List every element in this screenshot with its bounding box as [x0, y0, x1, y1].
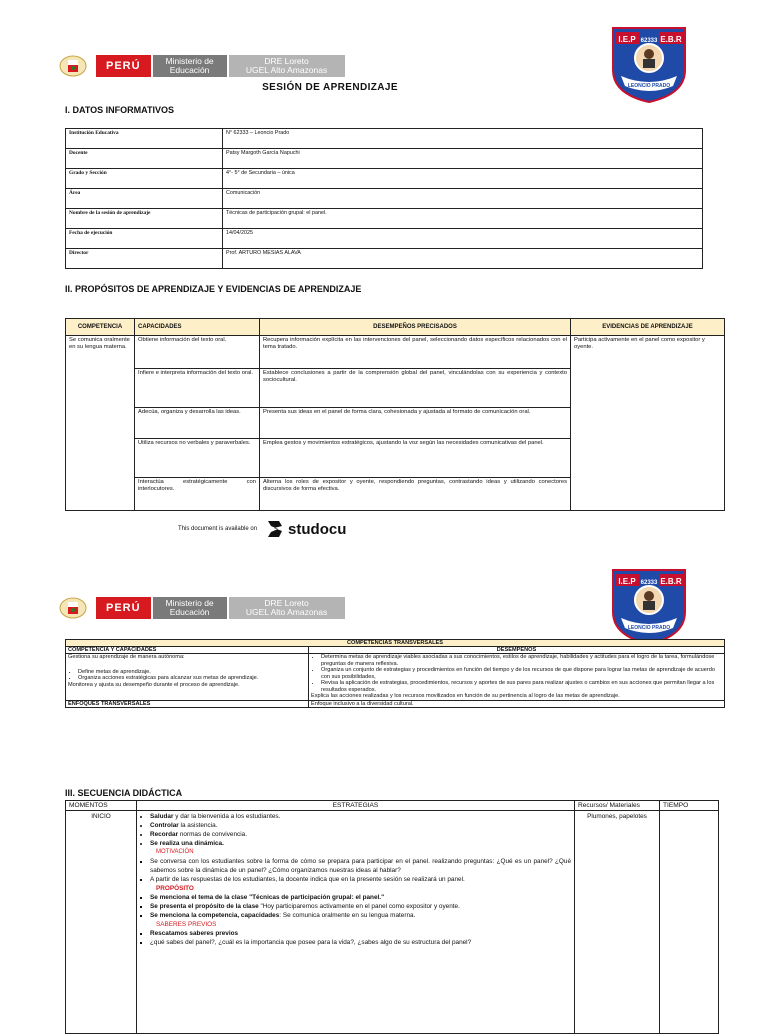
purpose-capacidad: Obtiene información del texto oral.: [135, 336, 260, 369]
purpose-capacidad: Adecúa, organiza y desarrolla las ideas.: [135, 408, 260, 439]
peru-label: PERÚ: [96, 55, 151, 77]
purpose-row: [66, 336, 725, 369]
sequence-table: [65, 800, 719, 1034]
enfoque-value: Enfoque inclusivo a la diversidad cultural.: [309, 700, 725, 708]
badge-top-text: I.E.P: [618, 577, 636, 586]
purpose-desempeno: Establece conclusiones a partir de la comprensión global del panel, vinculándolas con su experiencia y contexto sociocultural.: [260, 369, 571, 408]
minedu-label: [153, 597, 227, 619]
transversal-competencia-cell: [66, 654, 309, 701]
seq-strategies-cell: [137, 811, 575, 1034]
seq-controlar-text: la asistencia.: [178, 822, 218, 829]
purpose-header-capacidades: CAPACIDADES: [135, 319, 260, 336]
transversal-desempeno-4: Explica las acciones realizadas y los recursos movilizados en función de su pertinencia al logro de las metas de aprendizaje.: [311, 693, 620, 699]
dre-label: [229, 597, 345, 619]
purpose-competencia: Se comunica oralmente en su lengua materna.: [66, 336, 135, 511]
seq-proposito-3-bold: Se menciona la competencia, capacidades: [150, 912, 280, 919]
section-secuencia: III. SECUENCIA DIDÁCTICA: [65, 788, 183, 798]
transversal-cap-3: Monitorea y ajusta su desempeño durante el proceso de aprendizaje.: [68, 681, 240, 688]
seq-motivacion-2: ▪ A partir de las respuestas de los estudiantes, la docente indica que en la presente sesión se realizará un panel.: [150, 875, 571, 884]
transversal-desempeno-3: • Revisa la aplicación de estrategias, procedimientos, recursos y aportes de sus pares para realizar ajustes o cambios en sus acciones que permitan llegar a los resultados esperados.: [321, 680, 722, 693]
purpose-header-competencia: COMPETENCIA: [66, 319, 135, 336]
purpose-capacidad: Infiere e interpreta información del texto oral.: [135, 369, 260, 408]
seq-controlar-bold: Controlar: [150, 822, 179, 829]
transversal-header-desempenos: DESEMPEÑOS: [309, 647, 725, 654]
transversal-competencia: Gestiona su aprendizaje de manera autónoma:: [68, 654, 185, 660]
badge-right-text: E.B.R: [660, 577, 682, 586]
transversal-title: COMPETENCIAS TRANSVERSALES: [66, 640, 725, 647]
dre-line2: UGEL Alto Amazonas: [245, 65, 328, 75]
info-label: Director: [66, 249, 223, 269]
section-propositos: II. PROPÓSITOS DE APRENDIZAJE Y EVIDENCIAS DE APRENDIZAJE: [65, 284, 362, 294]
seq-recordar-text: normas de convivencia.: [178, 831, 247, 838]
purpose-desempeno: Recupera información explícita en las intervenciones del panel, seleccionando datos específicos relacionados con el tema tratado.: [260, 336, 571, 369]
purpose-desempeno: Presenta sus ideas en el panel de forma clara, cohesionada y ajustada al formato de comunicación oral.: [260, 408, 571, 439]
seq-saberes-2: ▪ ¿qué sabes del panel?, ¿cuál es la importancia que posee para la vida?, ¿sabes algo de su estructura del panel?: [150, 938, 571, 947]
dre-line1: DRE Loreto: [264, 598, 309, 608]
info-label: Grado y Sección: [66, 169, 223, 189]
badge-bottom-text: LEONCIO PRADO: [627, 625, 671, 631]
transversal-desempeno-2: • Organiza un conjunto de estrategias y procedimientos en función del tiempo y de los recursos de que dispone para lograr las metas de aprendizaje de acuerdo con sus posibilidades,: [321, 667, 722, 680]
info-value: Prof. ARTURO MESIAS ALAVA: [223, 249, 703, 269]
transversal-header-competencia: COMPETENCIA Y CAPACIDADES: [66, 647, 309, 654]
info-label: Docente: [66, 149, 223, 169]
purpose-evidencia: Participa activamente en el panel como expositor y oyente.: [571, 336, 725, 511]
minedu-line1: Ministerio de: [165, 56, 214, 66]
peru-shield-icon: [56, 54, 90, 78]
peru-shield-icon: [56, 596, 90, 620]
seq-saberes-1: ▪ Rescatamos saberes previos: [150, 929, 571, 938]
seq-recordar-bold: Recordar: [150, 831, 179, 838]
purpose-capacidad: Interactúa estratégicamente con interlocutores.: [135, 478, 260, 511]
seq-saberes-label: SABERES PREVIOS: [156, 921, 217, 928]
seq-saludar-text: y dar la bienvenida a los estudiantes.: [173, 813, 281, 820]
seq-header-recursos: Recursos/ Materiales: [575, 801, 660, 811]
purpose-table: [65, 318, 725, 511]
purpose-desempeno: Emplea gestos y movimientos estratégicos, ajustando la voz según las necesidades comunicativas del panel.: [260, 439, 571, 478]
seq-motivacion-1: ▪ Se conversa con los estudiantes sobre la forma de cómo se prepara para participar en el panel. realizando preguntas: ¿Qué es un panel? ¿Qué sabemos sobre la dinámica de un panel? ¿Cómo organizamos nuestras ideas al hablar?: [150, 857, 571, 875]
info-label: Fecha de ejecución: [66, 229, 223, 249]
minedu-line1: Ministerio de: [165, 598, 214, 608]
transversal-table: [65, 639, 725, 708]
header-logos-page2: [56, 596, 345, 620]
badge-mid-text: 62333: [640, 580, 658, 586]
info-row: [66, 169, 703, 189]
badge-right-text: E.B.R: [660, 35, 682, 44]
seq-motivacion-label: MOTIVACIÓN: [156, 849, 194, 855]
studocu-banner: [178, 518, 346, 540]
seq-header-estrategias: ESTRATEGIAS: [137, 801, 575, 811]
badge-bottom-text: LEONCIO PRADO: [627, 83, 671, 89]
dre-line1: DRE Loreto: [264, 56, 309, 66]
minedu-line2: Educación: [169, 65, 210, 75]
info-value: 4°- 5° de Secundaria – única: [223, 169, 703, 189]
info-label: Nombre de la sesión de aprendizaje: [66, 209, 223, 229]
purpose-header-evidencias: EVIDENCIAS DE APRENDIZAJE: [571, 319, 725, 336]
seq-header-tiempo: TIEMPO: [660, 801, 719, 811]
seq-proposito-1-bold: Se menciona el tema de la clase: [150, 894, 248, 901]
header-logos: [56, 54, 345, 78]
enfoque-label: ENFOQUES TRANSVERSALES: [66, 700, 309, 708]
studocu-label: This document is available on: [178, 526, 258, 532]
transversal-desempeno-1: • Determina metas de aprendizaje viables asociadas a sus conocimientos, estilos de aprendizaje, habilidades y actitudes para el logro de la tarea, formulándose preguntas de manera reflexiva.: [321, 654, 722, 667]
info-value: Técnicas de participación grupal: el panel.: [223, 209, 703, 229]
peru-label: PERÚ: [96, 597, 151, 619]
badge-top-text: I.E.P: [618, 35, 636, 44]
seq-proposito-2-bold: Se presenta el propósito de la clase: [150, 903, 259, 910]
seq-moment-inicio: INICIO: [66, 811, 137, 1034]
seq-proposito-2-text: "Hoy participaremos activamente en el panel como expositor y oyente.: [258, 903, 460, 910]
studocu-brand: studocu: [288, 520, 347, 538]
info-value: Patsy Margoth García Napuchi: [223, 149, 703, 169]
minedu-line2: Educación: [169, 607, 210, 617]
transversal-cap-2: • Organiza acciones estratégicas para alcanzar sus metas de aprendizaje.: [78, 675, 306, 682]
studocu-logo-icon: [265, 518, 285, 540]
info-row: [66, 229, 703, 249]
info-value: N° 62333 – Leoncio Prado: [223, 129, 703, 149]
seq-recursos: Plumones, papelotes: [575, 811, 660, 1034]
seq-proposito-label: PROPÓSITO: [156, 885, 194, 892]
info-label: Institución Educativa: [66, 129, 223, 149]
school-badge-icon: [607, 566, 691, 646]
purpose-capacidad: Utiliza recursos no verbales y paraverbales.: [135, 439, 260, 478]
dre-line2: UGEL Alto Amazonas: [245, 607, 328, 617]
page-title: SESIÓN DE APRENDIZAJE: [262, 82, 398, 93]
transversal-cap-1: • Define metas de aprendizaje.: [78, 669, 306, 676]
info-row: [66, 189, 703, 209]
info-table: [65, 128, 703, 269]
info-row: [66, 149, 703, 169]
seq-tiempo: [660, 811, 719, 1034]
seq-header-momentos: MOMENTOS: [66, 801, 137, 811]
info-value: Comunicación: [223, 189, 703, 209]
seq-dinamica: Se realiza una dinámica.: [150, 840, 224, 847]
seq-proposito-3-text: : Se comunica oralmente en su lengua materna.: [279, 912, 416, 919]
info-row: [66, 129, 703, 149]
seq-saludar-bold: Saludar: [150, 813, 174, 820]
transversal-desempenos-cell: [309, 654, 725, 701]
info-label: Área: [66, 189, 223, 209]
minedu-label: [153, 55, 227, 77]
info-value: 14/04/2025: [223, 229, 703, 249]
badge-mid-text: 62333: [640, 38, 658, 44]
info-row: [66, 249, 703, 269]
info-row: [66, 209, 703, 229]
purpose-header-desempenos: DESEMPEÑOS PRECISADOS: [260, 319, 571, 336]
seq-proposito-1-text: "Técnicas de participación grupal: el panel.": [247, 894, 385, 901]
section-datos-informativos: I. DATOS INFORMATIVOS: [65, 105, 175, 115]
purpose-desempeno: Alterna los roles de expositor y oyente, respondiendo preguntas, contrastando ideas y utilizando conectores discursivos de forma efectiva.: [260, 478, 571, 511]
dre-label: [229, 55, 345, 77]
